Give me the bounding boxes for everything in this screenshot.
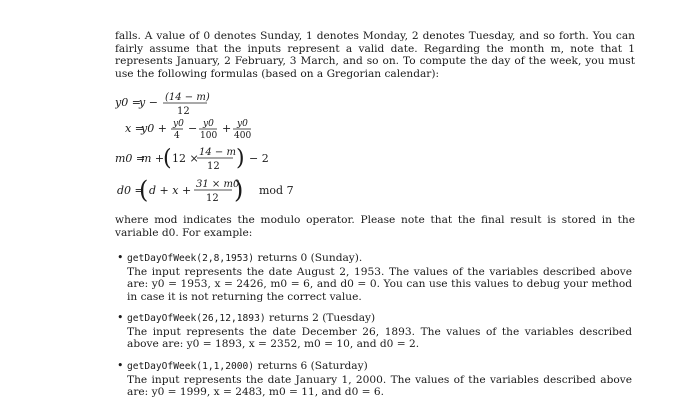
bullet-icon: • [117,311,124,324]
f2-t1: y0 [173,119,184,129]
f2-lhs: x = [125,122,144,135]
f1-num: (14 − m) [165,92,210,103]
example-3-call: getDayOfWeek(1,1,2000) [127,361,255,372]
bullet-icon: • [117,251,124,264]
f1-rhs-pre: y − [139,96,158,109]
f3-den: 12 [207,161,220,172]
f4-close: ) [234,176,244,204]
f2-t6: + [222,122,232,135]
formula-y0 [115,92,210,117]
bullet-icon: • [117,359,124,372]
intro-paragraph: falls. A value of 0 denotes Sunday, 1 denotes Monday, 2 denotes Tuesday, and so forth. You can fairly assume that the inputs represent a valid date. Regarding the month m, note that 1 represents January, 2 February, 3 March, and so on. To compute the day of the week, you must use the following formulas (based on a Gregorian calendar): [115,30,635,80]
f4-lhs: d0 = [117,184,144,197]
f4-pre: d + x + [149,184,192,197]
f2-t4: y0 [203,119,214,129]
f2-t7: y0 [237,119,248,129]
formula-d0 [117,176,294,204]
f4-den: 12 [206,193,219,204]
f3-factor: 12 × [172,152,199,165]
f2-t8: 400 [234,131,252,141]
example-2-returns: returns 2 (Tuesday) [265,312,376,324]
f3-pre: m + [141,152,165,165]
example-3-desc: The input represents the date January 1, 2000. The values of the variables described above are: y0 = 1999, x = 2483, m0 = 11, and d0 = 6. [127,373,632,399]
example-1-returns: returns 0 (Sunday). [254,252,363,264]
f3-open: ( [163,146,172,171]
formula-x [125,119,251,141]
f4-num: 31 × m0 [196,179,240,190]
f4-open: ( [139,176,149,204]
example-1-desc: The input represents the date August 2, 1953. The values of the variables described above are: y0 = 1953, x = 2426, m0 = 6, and d0 = 0. You can use this values to debug your method in case it is not returning the correct value. [127,265,632,303]
f3-close: ) [236,146,245,171]
example-2 [117,311,632,351]
f2-t2: 4 [174,131,180,141]
f3-lhs: m0 = [115,152,146,165]
f4-post: mod 7 [259,184,294,197]
f3-post: − 2 [249,152,269,165]
f2-t5: 100 [200,131,218,141]
formula-svg [115,92,415,212]
example-1 [117,251,632,303]
f3-num: 14 − m [199,147,236,158]
formula-m0 [115,146,269,172]
f1-den: 12 [177,106,190,117]
after-paragraph: where mod indicates the modulo operator. Please note that the final result is stored in the variable d0. For example: [115,214,635,239]
f2-t3: − [188,122,198,135]
example-3-returns: returns 6 (Saturday) [254,360,368,372]
example-2-desc: The input represents the date December 26, 1893. The values of the variables described above are: y0 = 1893, x = 2352, m0 = 10, and d0 = 2. [127,325,632,351]
example-2-call: getDayOfWeek(26,12,1893) [127,313,266,324]
example-1-call: getDayOfWeek(2,8,1953) [127,253,255,264]
f1-lhs: y0 = [115,96,141,109]
f2-t0: y0 + [141,122,167,135]
example-3 [117,359,632,399]
formula-block [115,92,415,212]
